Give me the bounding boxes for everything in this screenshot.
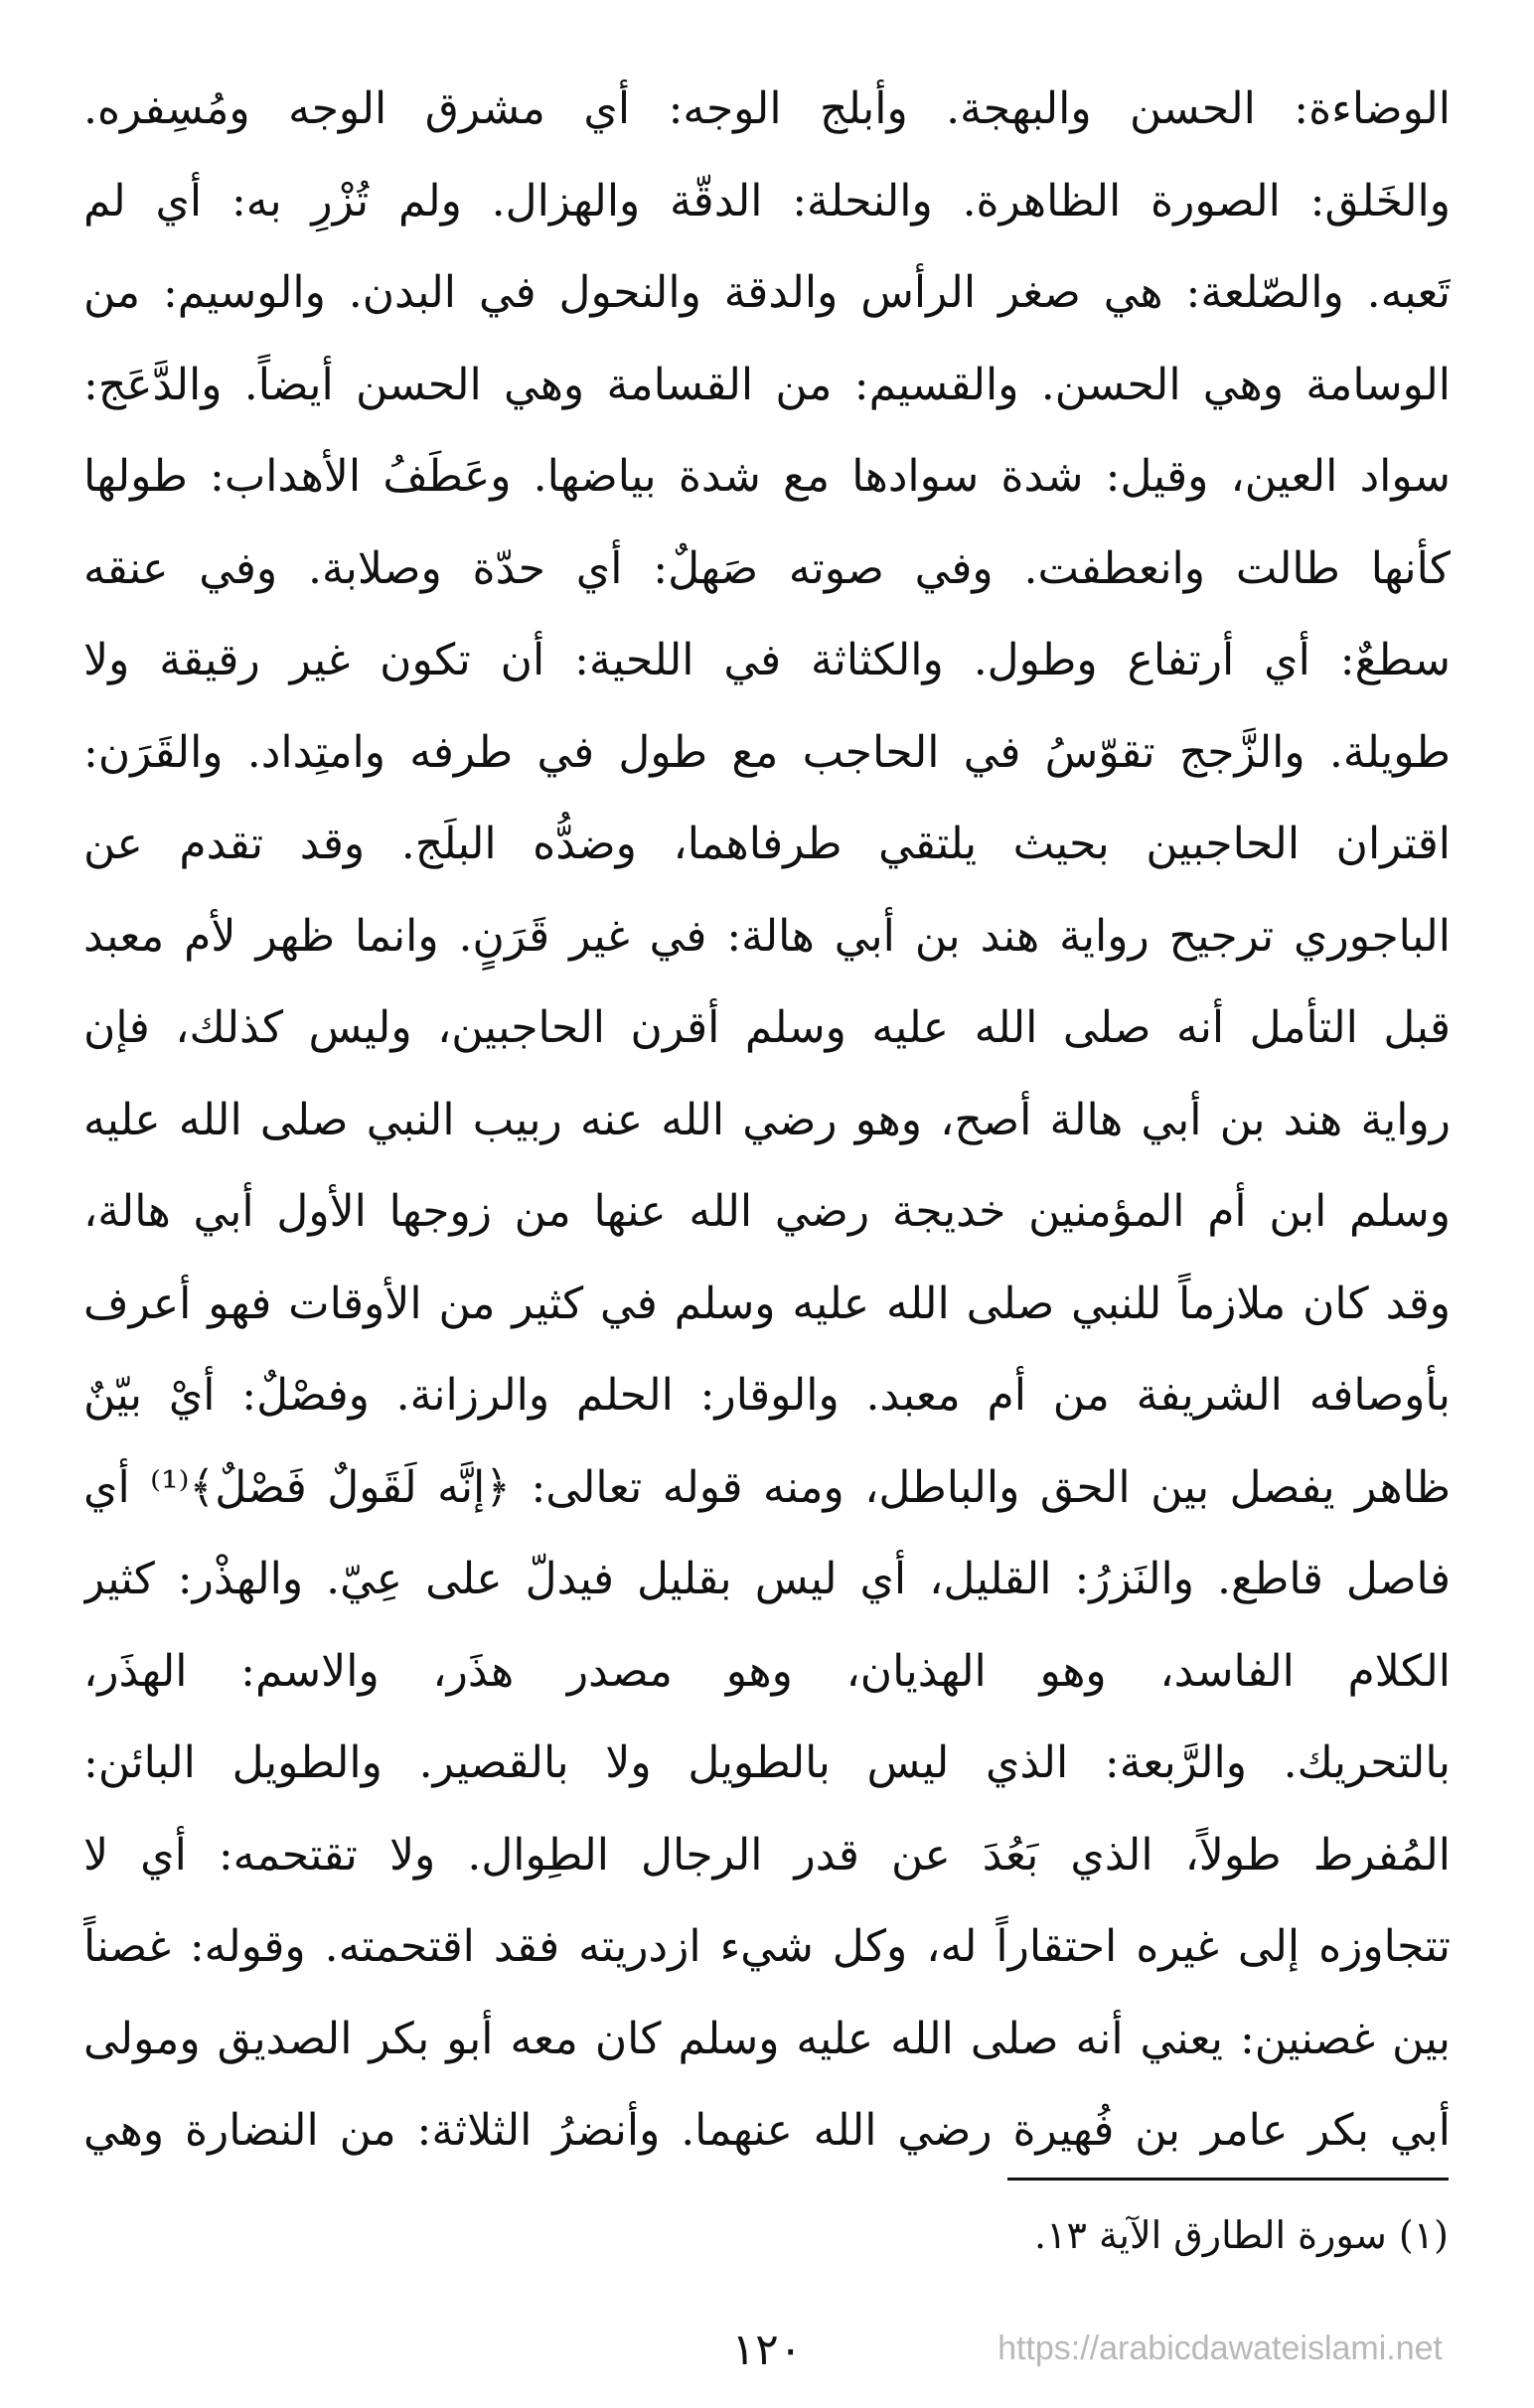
page-number: ١٢٠ — [731, 2325, 803, 2375]
text-line: أبي بكر عامر بن فُهيرة رضي الله عنهما. وأنضرُ الثلاثة: من النضارة وهي — [83, 2105, 1451, 2156]
text-line: بالتحريك. والرَّبعة: الذي ليس بالطويل ولا بالقصير. والطويل البائن: — [83, 1737, 1451, 1788]
text-line: قبل التأمل أنه صلى الله عليه وسلم أقرن الحاجبين، وليس كذلك، فإن — [83, 1002, 1451, 1053]
text-line: تتجاوزه إلى غيره احتقاراً له، وكل شيء ازدريته فقد اقتحمته. وقوله: غصناً — [83, 1921, 1451, 1972]
text-line: كأنها طالت وانعطفت. وفي صوته صَهلٌ: أي حدّة وصلابة. وفي عنقه — [83, 542, 1451, 594]
text-line: طويلة. والزَّجج تقوّسُ في الحاجب مع طول في طرفه وامتِداد. والقَرَن: — [83, 726, 1451, 778]
text-line: تَعبه. والصّلعة: هي صغر الرأس والدقة والنحول في البدن. والوسيم: من — [83, 267, 1451, 318]
footnote: (١) سورة الطارق الآية ١٣. — [1034, 2213, 1449, 2257]
text-line: اقتران الحاجبين بحيث يلتقي طرفاهما، وضدُّه البلَج. وقد تقدم عن — [83, 819, 1451, 869]
watermark-url: https://arabicdawateislami.net — [997, 2330, 1443, 2367]
footnote-separator — [1007, 2178, 1449, 2181]
text-line: الوسامة وهي الحسن. والقسيم: من القسامة وهي الحسن أيضاً. والدَّعَج: — [83, 359, 1451, 410]
text-line: الكلام الفاسد، وهو الهذيان، وهو مصدر هذَر، والاسم: الهذَر، — [83, 1645, 1451, 1697]
text-line: وسلم ابن أم المؤمنين خديجة رضي الله عنها من زوجها الأول أبي هالة، — [83, 1186, 1451, 1237]
text-line: الباجوري ترجيح رواية هند بن أبي هالة: في غير قَرَنٍ. وانما ظهر لأم معبد — [83, 910, 1451, 962]
text-line: بأوصافه الشريفة من أم معبد. والوقار: الحلم والرزانة. وفصْلٌ: أيْ بيّنٌ — [83, 1370, 1451, 1421]
text-line: بين غصنين: يعني أنه صلى الله عليه وسلم كان معه أبو بكر الصديق ومولى — [83, 2013, 1451, 2064]
text-line: الوضاءة: الحسن والبهجة. وأبلج الوجه: أي مشرق الوجه ومُسِفره. — [83, 83, 1451, 134]
text-line: ظاهر يفصل بين الحق والباطل، ومنه قوله تعالى: ﴿إنَّه لَقَولٌ فَصْلٌ﴾⁽¹⁾ أي — [83, 1461, 1451, 1513]
text-line: وقد كان ملازماً للنبي صلى الله عليه وسلم في كثير من الأوقات فهو أعرف — [83, 1278, 1451, 1329]
text-line: فاصل قاطع. والنَزرُ: القليل، أي ليس بقليل فيدلّ على عِيّ. والهذْر: كثير — [83, 1554, 1451, 1604]
text-line: رواية هند بن أبي هالة أصح، وهو رضي الله عنه ربيب النبي صلى الله عليه — [83, 1094, 1451, 1145]
text-line: المُفرط طولاً، الذي بَعُدَ عن قدر الرجال الطِوال. ولا تقتحمه: أي لا — [83, 1829, 1451, 1881]
body-text — [83, 64, 1451, 2178]
text-line: سواد العين، وقيل: شدة سوادها مع شدة بياضها. وعَطَفُ الأهداب: طولها — [83, 451, 1451, 502]
text-line: سطعٌ: أي أرتفاع وطول. والكثاثة في اللحية: أن تكون غير رقيقة ولا — [83, 635, 1451, 685]
text-line: والخَلق: الصورة الظاهرة. والنحلة: الدقّة والهزال. ولم تُزْرِ به: أي لم — [83, 175, 1451, 226]
